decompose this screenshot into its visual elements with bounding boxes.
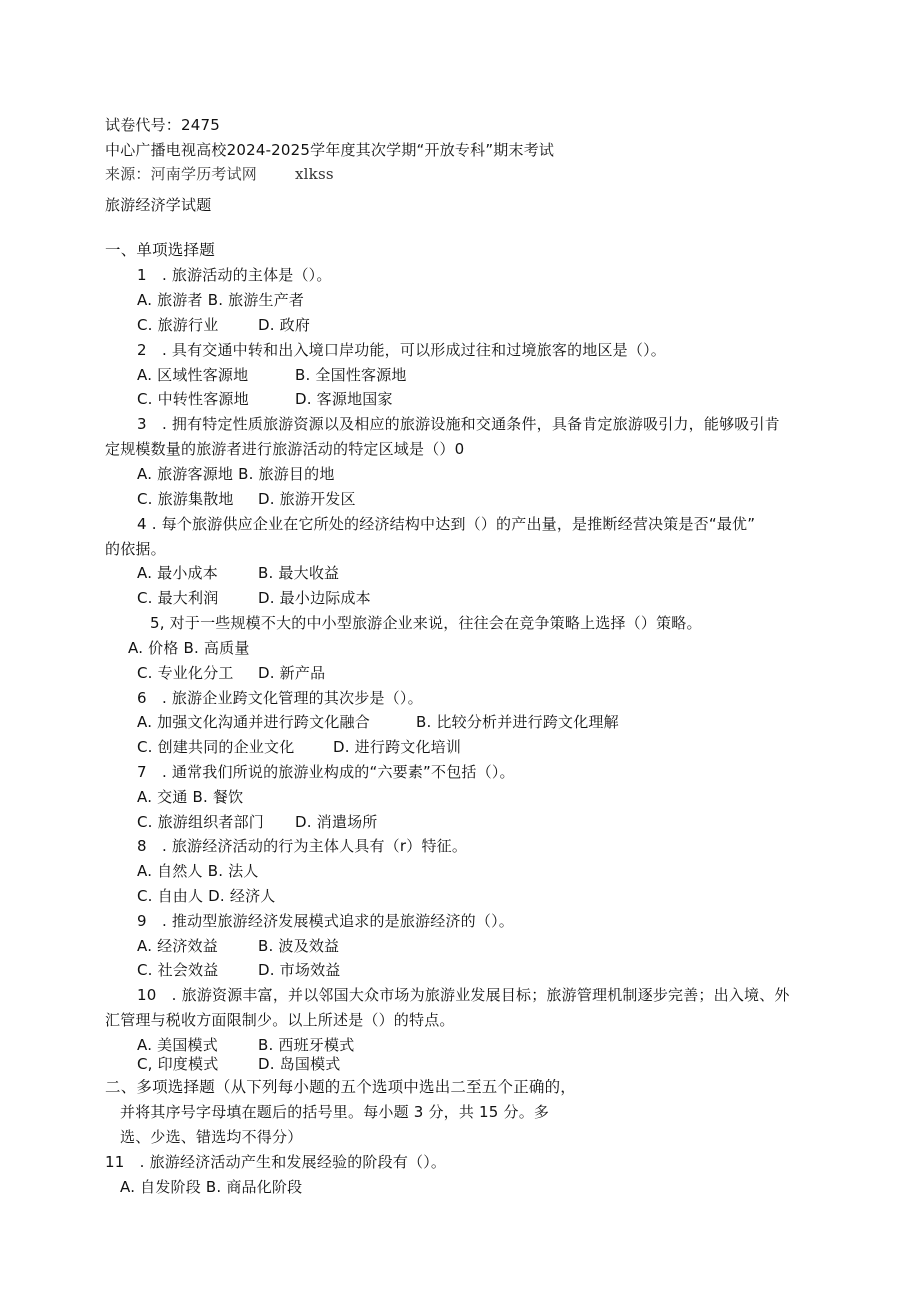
q5-stem: 5, 对于一些规模不大的中小型旅游企业来说，往往会在竞争策略上选择（）策略。 — [150, 614, 702, 632]
subject-title: 旅游经济学试题 — [105, 196, 212, 214]
section-1-title: 一、单项选择题 — [105, 241, 215, 259]
q6-option-d: D. 进行跨文化培训 — [333, 738, 462, 756]
q2-option-a: A. 区域性客源地 — [137, 366, 249, 384]
q3-option-c: C. 旅游集散地 — [137, 490, 234, 508]
section-2-title-line3: 选、少选、错选均不得分） — [120, 1128, 303, 1146]
q10-option-b: B. 西班牙模式 — [258, 1036, 355, 1054]
q11-options-ab: A. 自发阶段 B. 商品化阶段 — [120, 1178, 303, 1196]
q2-stem: 2 . 具有交通中转和出入境口岸功能，可以形成过往和过境旅客的地区是（）。 — [137, 341, 666, 359]
q8-stem: 8 . 旅游经济活动的行为主体人具有（r）特征。 — [137, 837, 468, 855]
q9-option-c: C. 社会效益 — [137, 961, 219, 979]
q6-option-c: C. 创建共同的企业文化 — [137, 738, 295, 756]
q9-option-a: A. 经济效益 — [137, 937, 218, 955]
q2-option-c: C. 中转性客源地 — [137, 390, 249, 408]
q7-options-ab: A. 交通 B. 餐饮 — [137, 788, 244, 806]
q5-option-d: D. 新产品 — [258, 664, 326, 682]
q7-option-c: C. 旅游组织者部门 — [137, 813, 265, 831]
q4-option-a: A. 最小成本 — [137, 564, 218, 582]
q5-option-c: C. 专业化分工 — [137, 664, 234, 682]
q10-option-c: C, 印度模式 — [137, 1055, 219, 1073]
q1-stem: 1 . 旅游活动的主体是（）。 — [137, 266, 332, 284]
q4-stem-line1: 4 . 每个旅游供应企业在它所处的经济结构中达到（）的产出量，是推断经营决策是否“最优” — [137, 515, 756, 533]
q3-options-ab: A. 旅游客源地 B. 旅游目的地 — [137, 465, 335, 483]
source-code: xlkss — [295, 165, 334, 183]
q8-options-ab: A. 自然人 B. 法人 — [137, 862, 259, 880]
q4-option-b: B. 最大收益 — [258, 564, 340, 582]
q2-option-d: D. 客源地国家 — [295, 390, 393, 408]
q10-stem-line2: 汇管理与税收方面限制少。以上所述是（）的特点。 — [105, 1011, 455, 1029]
q10-option-a: A. 美国模式 — [137, 1036, 218, 1054]
q2-option-b: B. 全国性客源地 — [295, 366, 407, 384]
q3-option-d: D. 旅游开发区 — [258, 490, 356, 508]
q11-stem: 11 . 旅游经济活动产生和发展经验的阶段有（）。 — [105, 1153, 447, 1171]
q4-option-d: D. 最小边际成本 — [258, 589, 371, 607]
section-2-title-line1: 二、多项选择题（从下列每小题的五个选项中选出二至五个正确的， — [105, 1078, 577, 1096]
q10-stem-line1: 10 . 旅游资源丰富，并以邻国大众市场为旅游业发展目标；旅游管理机制逐步完善；出入境、外 — [137, 986, 790, 1004]
q3-stem-line1: 3 . 拥有特定性质旅游资源以及相应的旅游设施和交通条件，具备肯定旅游吸引力，能够吸引肯 — [137, 415, 780, 433]
q4-option-c: C. 最大利润 — [137, 589, 219, 607]
q4-stem-line2: 的依据。 — [105, 540, 166, 558]
paper-code: 试卷代号：2475 — [105, 116, 220, 134]
q7-stem: 7 . 通常我们所说的旅游业构成的“六要素”不包括（）。 — [137, 763, 515, 781]
q7-option-d: D. 消遣场所 — [295, 813, 378, 831]
q1-option-c: C. 旅游行业 — [137, 316, 219, 334]
q9-stem: 9 . 推动型旅游经济发展模式追求的是旅游经济的（）。 — [137, 912, 514, 930]
q1-options-ab: A. 旅游者 B. 旅游生产者 — [137, 291, 305, 309]
section-2-title-line2: 并将其序号字母填在题后的括号里。每小题 3 分，共 15 分。多 — [120, 1103, 550, 1121]
q3-stem-line2: 定规模数量的旅游者进行旅游活动的特定区域是（）0 — [105, 440, 465, 458]
q8-options-cd: C. 自由人 D. 经济人 — [137, 887, 276, 905]
q6-option-a: A. 加强文化沟通并进行跨文化融合 — [137, 713, 370, 731]
q9-option-b: B. 波及效益 — [258, 937, 340, 955]
q1-option-d: D. 政府 — [258, 316, 311, 334]
q9-option-d: D. 市场效益 — [258, 961, 341, 979]
exam-title: 中心广播电视高校2024-2025学年度其次学期“开放专科”期末考试 — [105, 141, 555, 159]
q6-stem: 6 . 旅游企业跨文化管理的其次步是（）。 — [137, 689, 423, 707]
q5-options-ab: A. 价格 B. 高质量 — [128, 639, 250, 657]
q10-option-d: D. 岛国模式 — [258, 1055, 341, 1073]
q6-option-b: B. 比较分析并进行跨文化理解 — [416, 713, 619, 731]
source-label: 来源：河南学历考试网 — [105, 165, 258, 183]
